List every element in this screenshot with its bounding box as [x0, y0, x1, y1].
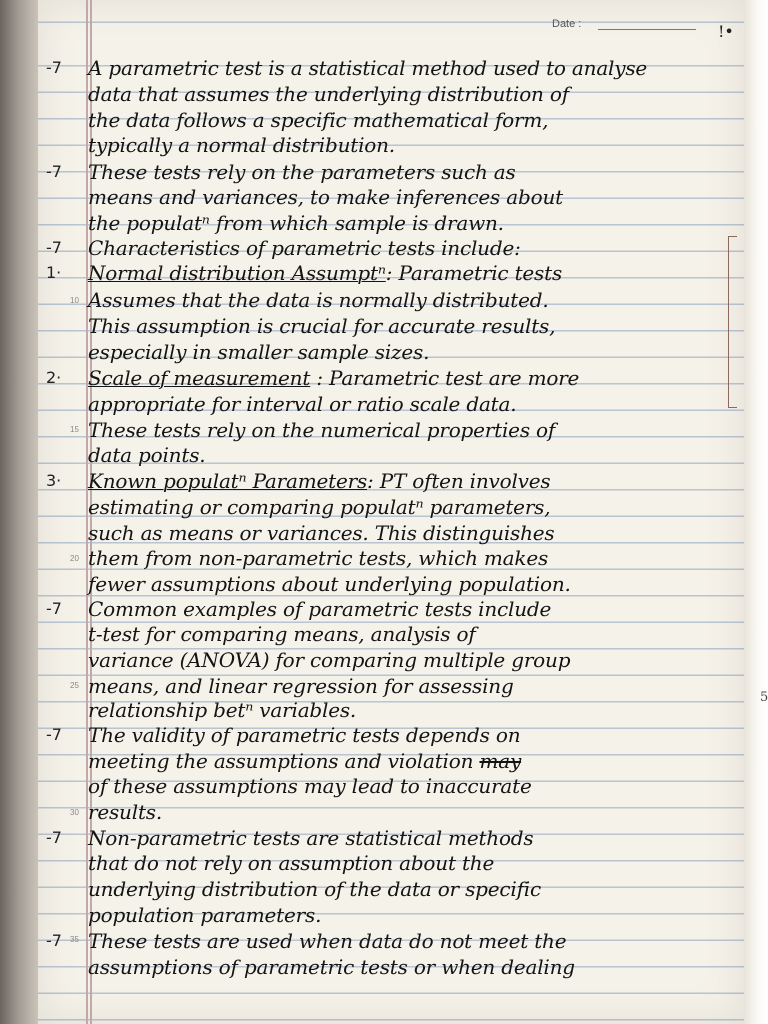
text-line: variance (ANOVA) for comparing multiple group: [88, 648, 571, 672]
section-heading: Scale of measurement: [88, 366, 311, 390]
arrow-bullet-icon: -7: [46, 828, 62, 847]
text-line: means and variances, to make inferences about: [88, 185, 563, 209]
text-line: [88, 261, 718, 285]
text-line: estimating or comparing populatⁿ parameters,: [88, 495, 551, 519]
page-right-edge: [744, 0, 768, 1024]
list-number: 2·: [46, 368, 62, 387]
text-line: These tests rely on the numerical properties of: [88, 418, 556, 442]
text-line: The validity of parametric tests depends on: [88, 723, 521, 747]
line-number: 35: [70, 935, 79, 944]
line-number: 15: [70, 425, 79, 434]
text-line: of these assumptions may lead to inaccurate: [88, 774, 532, 798]
text-line: Characteristics of parametric tests include:: [88, 236, 521, 260]
corner-mark: !•: [718, 22, 734, 41]
text-line: the populatⁿ from which sample is drawn.: [88, 211, 504, 235]
struck-word: may: [479, 749, 522, 773]
text-line: A parametric test is a statistical method used to analyse: [88, 56, 648, 80]
side-mark: 5: [760, 690, 768, 705]
line-number: 25: [70, 681, 79, 690]
text-line: data that assumes the underlying distribution of: [88, 82, 569, 106]
arrow-bullet-icon: -7: [46, 58, 62, 77]
line-fragment: meeting the assumptions and violation: [88, 749, 474, 773]
text-line: data points.: [88, 443, 206, 467]
text-line: fewer assumptions about underlying population.: [88, 572, 571, 596]
text-line: the data follows a specific mathematical form,: [88, 108, 549, 132]
date-field-line: [598, 29, 696, 30]
margin-bracket: [728, 236, 737, 408]
text-line: t-test for comparing means, analysis of: [88, 622, 476, 646]
text-line: relationship betⁿ variables.: [88, 698, 357, 722]
arrow-bullet-icon: -7: [46, 725, 62, 744]
text-line: These tests are used when data do not meet the: [88, 929, 567, 953]
line-number: 30: [70, 808, 79, 817]
date-label: Date :: [552, 18, 582, 30]
heading-rest: : Parametric test are more: [310, 366, 580, 390]
notebook-binding-edge: [0, 0, 38, 1024]
section-heading: Normal distribution Assumptⁿ: [88, 261, 386, 285]
text-line: means, and linear regression for assessing: [88, 674, 514, 698]
arrow-bullet-icon: -7: [46, 931, 62, 950]
text-line: [88, 749, 718, 773]
text-line: them from non-parametric tests, which makes: [88, 546, 549, 570]
text-line: These tests rely on the parameters such as: [88, 160, 516, 184]
text-line: Common examples of parametric tests include: [88, 597, 552, 621]
text-line: that do not rely on assumption about the: [88, 851, 495, 875]
line-number: 10: [70, 296, 79, 305]
line-number: 20: [70, 554, 79, 563]
heading-rest: : Parametric tests: [385, 261, 563, 285]
text-line: appropriate for interval or ratio scale data.: [88, 392, 517, 416]
text-line: assumptions of parametric tests or when dealing: [88, 955, 575, 979]
arrow-bullet-icon: -7: [46, 599, 62, 618]
text-line: [88, 469, 718, 493]
text-line: results.: [88, 800, 162, 824]
text-line: typically a normal distribution.: [88, 133, 395, 157]
text-line: population parameters.: [88, 903, 322, 927]
list-number: 3·: [46, 471, 62, 490]
list-number: 1·: [46, 263, 62, 282]
text-line: Non-parametric tests are statistical methods: [88, 826, 534, 850]
section-heading: Known populatⁿ Parameters: [88, 469, 368, 493]
arrow-bullet-icon: -7: [46, 238, 62, 257]
heading-rest: : PT often involves: [367, 469, 551, 493]
text-line: underlying distribution of the data or specific: [88, 877, 541, 901]
text-line: This assumption is crucial for accurate results,: [88, 314, 556, 338]
text-line: Assumes that the data is normally distributed.: [88, 288, 549, 312]
arrow-bullet-icon: -7: [46, 162, 62, 181]
text-line: especially in smaller sample sizes.: [88, 340, 430, 364]
text-line: [88, 366, 718, 390]
text-line: such as means or variances. This distinguishes: [88, 521, 555, 545]
